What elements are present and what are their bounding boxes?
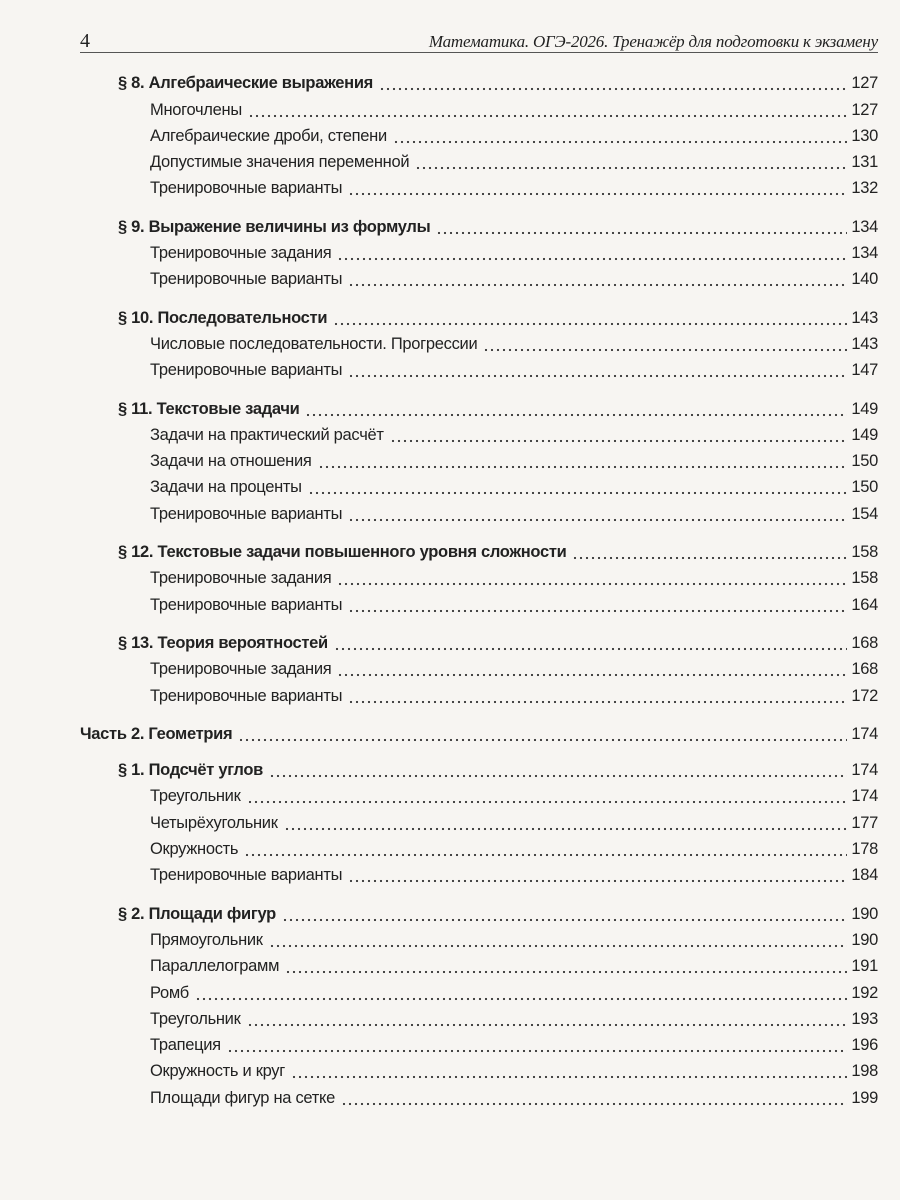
entry-title: Задачи на проценты	[150, 478, 302, 497]
entry-title: Числовые последовательности. Прогрессии	[150, 334, 478, 353]
subsection-entry	[80, 474, 878, 500]
entry-page: 174	[851, 724, 878, 743]
entry-page: 150	[851, 452, 878, 471]
subsection-entry	[80, 682, 878, 708]
entry-title: Задачи на практический расчёт	[150, 425, 384, 444]
entry-title: Тренировочные варианты	[150, 504, 343, 523]
toc-part	[80, 721, 878, 747]
table-of-contents	[80, 70, 878, 1123]
section-heading	[80, 900, 878, 926]
dot-leader	[337, 256, 847, 262]
entry-title: Треугольник	[150, 1009, 241, 1028]
dot-leader	[247, 1022, 848, 1028]
section-heading	[80, 70, 878, 96]
entry-title: Параллелограмм	[150, 957, 280, 976]
entry-title: Ромб	[150, 983, 189, 1002]
dot-leader	[348, 517, 847, 523]
dot-leader	[248, 113, 847, 119]
entry-title: § 12. Текстовые задачи повышенного уровня сложности	[118, 543, 567, 562]
entry-page: 190	[851, 904, 878, 923]
dot-leader	[282, 917, 847, 923]
entry-title: Треугольник	[150, 787, 241, 806]
entry-page: 190	[851, 930, 878, 949]
running-header	[80, 26, 878, 53]
subsection-entry	[80, 123, 878, 149]
entry-page: 158	[851, 543, 878, 562]
entry-page: 149	[851, 425, 878, 444]
subsection-entry	[80, 591, 878, 617]
dot-leader	[305, 412, 847, 418]
entry-page: 192	[851, 983, 878, 1002]
entry-title: Тренировочные варианты	[150, 270, 343, 289]
book-title: Математика. ОГЭ-2026. Тренажёр для подготовки к экзамену	[428, 32, 878, 51]
toc-section	[80, 630, 878, 709]
section-heading	[80, 213, 878, 239]
entry-title: Окружность и круг	[150, 1062, 285, 1081]
dot-leader	[195, 996, 847, 1002]
subsection-entry	[80, 1032, 878, 1058]
toc-section	[80, 757, 878, 888]
entry-title: Многочлены	[150, 100, 242, 119]
entry-title: Тренировочные варианты	[150, 686, 343, 705]
section-heading	[80, 304, 878, 330]
entry-page: 198	[851, 1062, 878, 1081]
toc-section	[80, 900, 878, 1110]
entry-page: 131	[851, 153, 878, 172]
entry-page: 147	[851, 361, 878, 380]
entry-page: 158	[851, 569, 878, 588]
entry-page: 184	[851, 866, 878, 885]
entry-title: Тренировочные варианты	[150, 179, 343, 198]
entry-title: Окружность	[150, 840, 239, 859]
entry-page: 140	[851, 270, 878, 289]
entry-title: Площади фигур на сетке	[150, 1088, 335, 1107]
entry-page: 168	[851, 633, 878, 652]
entry-page: 127	[851, 74, 878, 93]
entry-title: § 11. Текстовые задачи	[118, 399, 300, 418]
dot-leader	[436, 230, 847, 236]
subsection-entry	[80, 331, 878, 357]
entry-page: 127	[851, 100, 878, 119]
dot-leader	[483, 347, 847, 353]
entry-title: Тренировочные задания	[150, 569, 332, 588]
entry-title: Допустимые значения переменной	[150, 153, 410, 172]
dot-leader	[390, 438, 848, 444]
entry-page: 154	[851, 504, 878, 523]
entry-page: 134	[851, 244, 878, 263]
dot-leader	[348, 373, 847, 379]
entry-page: 130	[851, 126, 878, 145]
section-heading	[80, 757, 878, 783]
page-number: 4	[80, 30, 90, 52]
entry-page: 174	[851, 761, 878, 780]
dot-leader	[393, 139, 847, 145]
entry-title: Тренировочные варианты	[150, 595, 343, 614]
dot-leader	[308, 490, 848, 496]
entry-title: Трапеция	[150, 1036, 221, 1055]
subsection-entry	[80, 953, 878, 979]
entry-title: Алгебраические дроби, степени	[150, 126, 387, 145]
subsection-entry	[80, 1084, 878, 1110]
part-heading	[80, 721, 878, 747]
section-heading	[80, 539, 878, 565]
subsection-entry	[80, 565, 878, 591]
dot-leader	[348, 191, 847, 197]
dot-leader	[318, 464, 848, 470]
dot-leader	[415, 165, 847, 171]
dot-leader	[341, 1101, 847, 1107]
entry-page: 199	[851, 1088, 878, 1107]
entry-page: 143	[851, 334, 878, 353]
entry-page: 149	[851, 399, 878, 418]
entry-title: Прямоугольник	[150, 930, 263, 949]
subsection-entry	[80, 1006, 878, 1032]
subsection-entry	[80, 500, 878, 526]
dot-leader	[348, 608, 847, 614]
toc-section	[80, 213, 878, 292]
entry-page: 134	[851, 217, 878, 236]
dot-leader	[269, 943, 848, 949]
entry-title: § 9. Выражение величины из формулы	[118, 217, 431, 236]
entry-title: Часть 2. Геометрия	[80, 724, 233, 743]
entry-title: Тренировочные задания	[150, 244, 332, 263]
entry-page: 164	[851, 595, 878, 614]
dot-leader	[379, 86, 847, 92]
toc-section	[80, 70, 878, 201]
dot-leader	[269, 773, 847, 779]
dot-leader	[285, 969, 847, 975]
dot-leader	[348, 878, 847, 884]
dot-leader	[284, 826, 848, 832]
dot-leader	[247, 799, 848, 805]
entry-title: Четырёхугольник	[150, 813, 278, 832]
entry-page: 191	[851, 957, 878, 976]
dot-leader	[238, 737, 847, 743]
subsection-entry	[80, 656, 878, 682]
subsection-entry	[80, 357, 878, 383]
entry-page: 172	[851, 686, 878, 705]
subsection-entry	[80, 979, 878, 1005]
entry-title: § 1. Подсчёт углов	[118, 761, 263, 780]
subsection-entry	[80, 809, 878, 835]
dot-leader	[291, 1074, 847, 1080]
subsection-entry	[80, 1058, 878, 1084]
dot-leader	[244, 852, 847, 858]
dot-leader	[337, 672, 847, 678]
dot-leader	[572, 555, 847, 561]
subsection-entry	[80, 448, 878, 474]
subsection-entry	[80, 240, 878, 266]
entry-page: 168	[851, 660, 878, 679]
subsection-entry	[80, 266, 878, 292]
subsection-entry	[80, 783, 878, 809]
dot-leader	[337, 581, 847, 587]
dot-leader	[348, 699, 847, 705]
dot-leader	[227, 1048, 848, 1054]
entry-title: Тренировочные задания	[150, 660, 332, 679]
entry-page: 196	[851, 1036, 878, 1055]
entry-page: 143	[851, 308, 878, 327]
entry-title: § 13. Теория вероятностей	[118, 633, 328, 652]
entry-title: § 8. Алгебраические выражения	[118, 74, 373, 93]
toc-section	[80, 539, 878, 618]
subsection-entry	[80, 175, 878, 201]
toc-section	[80, 395, 878, 526]
entry-title: Задачи на отношения	[150, 452, 312, 471]
entry-title: § 2. Площади фигур	[118, 904, 276, 923]
dot-leader	[348, 282, 847, 288]
entry-page: 178	[851, 840, 878, 859]
entry-page: 177	[851, 813, 878, 832]
subsection-entry	[80, 927, 878, 953]
subsection-entry	[80, 422, 878, 448]
entry-page: 132	[851, 179, 878, 198]
entry-page: 193	[851, 1009, 878, 1028]
section-heading	[80, 395, 878, 421]
dot-leader	[333, 321, 847, 327]
subsection-entry	[80, 149, 878, 175]
toc-section	[80, 304, 878, 383]
dot-leader	[334, 646, 847, 652]
subsection-entry	[80, 862, 878, 888]
subsection-entry	[80, 96, 878, 122]
subsection-entry	[80, 836, 878, 862]
entry-page: 174	[851, 787, 878, 806]
section-heading	[80, 630, 878, 656]
entry-title: Тренировочные варианты	[150, 866, 343, 885]
entry-page: 150	[851, 478, 878, 497]
entry-title: Тренировочные варианты	[150, 361, 343, 380]
entry-title: § 10. Последовательности	[118, 308, 328, 327]
